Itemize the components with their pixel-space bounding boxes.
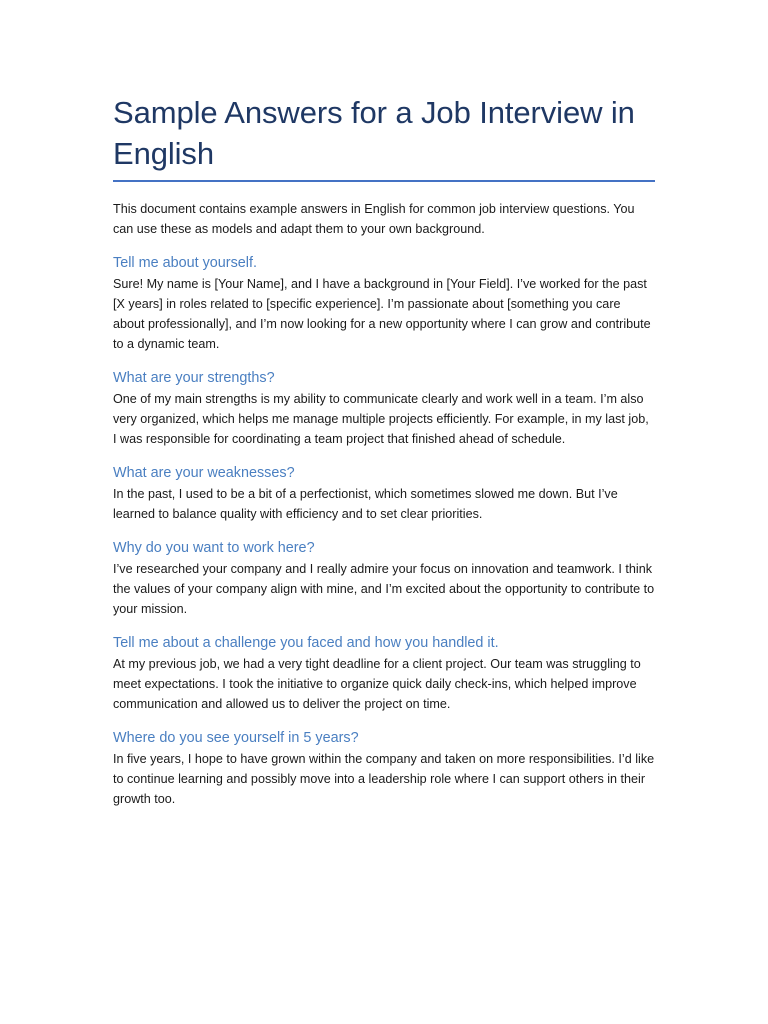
answer-paragraph: Sure! My name is [Your Name], and I have a background in [Your Field]. I’ve worked for the past [X years] in roles related to [specific experience]. I’m passionate about [something you care about professionally], and I’m now looking for a new opportunity where I can grow and contribute to a dynamic team. bbox=[113, 277, 651, 351]
answer-paragraph: One of my main strengths is my ability to communicate clearly and work well in a team. I’m also very organized, which helps me manage multiple projects efficiently. For example, in my last job, I was responsible for coordinating a team project that finished ahead of schedule. bbox=[113, 392, 649, 446]
question-heading: What are your strengths? bbox=[113, 370, 275, 386]
question-heading: Where do you see yourself in 5 years? bbox=[113, 730, 359, 746]
answer-paragraph: At my previous job, we had a very tight deadline for a client project. Our team was struggling to meet expectations. I took the initiative to organize quick daily check-ins, which helped improve communication and allowed us to deliver the project on time. bbox=[113, 657, 641, 711]
qa-section-2 bbox=[113, 368, 655, 449]
intro-paragraph: This document contains example answers in English for common job interview questions. You can use these as models and adapt them to your own background. bbox=[113, 202, 635, 236]
document-title: Sample Answers for a Job Interview in English bbox=[113, 95, 635, 171]
question-heading: Tell me about yourself. bbox=[113, 255, 257, 271]
document-page bbox=[113, 92, 655, 809]
answer-paragraph: I’ve researched your company and I really admire your focus on innovation and teamwork. I think the values of your company align with mine, and I’m excited about the opportunity to contribute to your mission. bbox=[113, 562, 655, 616]
qa-section-3 bbox=[113, 463, 655, 524]
qa-section-5 bbox=[113, 633, 655, 714]
question-heading: What are your weaknesses? bbox=[113, 465, 295, 481]
question-heading: Why do you want to work here? bbox=[113, 540, 315, 556]
answer-paragraph: In five years, I hope to have grown within the company and taken on more responsibilities. I’d like to continue learning and possibly move into a leadership role where I can support others in their growth too. bbox=[113, 752, 655, 806]
qa-section-1 bbox=[113, 253, 655, 354]
answer-paragraph: In the past, I used to be a bit of a perfectionist, which sometimes slowed me down. But I’ve learned to balance quality with efficiency and to set clear priorities. bbox=[113, 487, 618, 521]
question-heading: Tell me about a challenge you faced and how you handled it. bbox=[113, 635, 499, 651]
title-divider bbox=[113, 180, 655, 182]
qa-section-6 bbox=[113, 728, 655, 809]
qa-section-4 bbox=[113, 538, 655, 619]
